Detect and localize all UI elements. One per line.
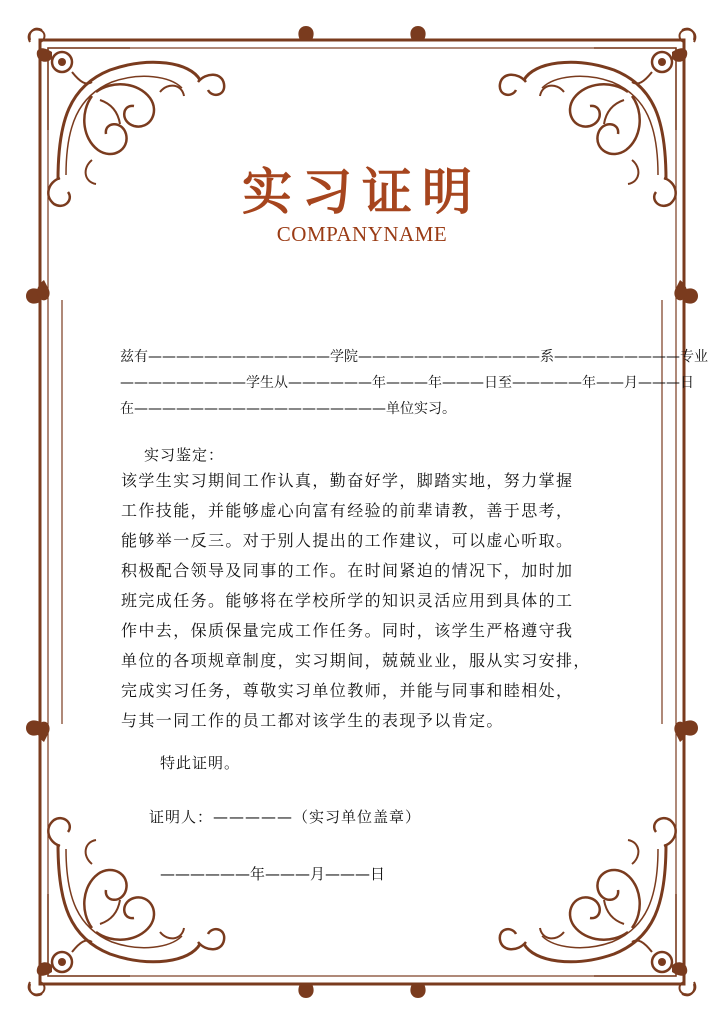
company-name: COMPANYNAME [276, 222, 448, 246]
evaluation-line: 单位的各项规章制度，实习期间，兢兢业业，服从实习安排， [121, 651, 591, 670]
evaluation-line: 工作技能，并能够虚心向富有经验的前辈请教，善于思考， [121, 501, 574, 520]
fill-in-line-dates: —————————学生从——————年———年———日至—————年——月———日 [120, 375, 694, 391]
date-line: ——————年———月———日 [160, 865, 386, 883]
certifier-line: 证明人：—————（实习单位盖章） [149, 808, 422, 826]
evaluation-line: 完成实习任务，尊敬实习单位教师，并能与同事和睦相处， [121, 681, 574, 700]
evaluation-paragraph [121, 466, 621, 736]
evaluation-line: 班完成任务。能够将在学校所学的知识灵活应用到具体的工 [121, 591, 574, 610]
evaluation-line: 作中去，保质保量完成工作任务。同时，该学生严格遵守我 [121, 621, 574, 640]
fill-in-line-school: 兹有—————————————学院—————————————系—————————专业 [120, 349, 708, 365]
evaluation-line: 该学生实习期间工作认真，勤奋好学，脚踏实地，努力掌握 [121, 471, 574, 490]
fill-in-line-unit: 在——————————————————单位实习。 [120, 401, 456, 417]
page-title: 实习证明 [242, 162, 482, 221]
evaluation-line: 积极配合领导及同事的工作。在时间紧迫的情况下，加时加 [121, 561, 574, 580]
closing-statement: 特此证明。 [160, 754, 241, 772]
evaluation-line: 与其一同工作的员工都对该学生的表现予以肯定。 [121, 711, 504, 730]
evaluation-line: 能够举一反三。对于别人提出的工作建议，可以虚心听取。 [121, 531, 574, 550]
evaluation-heading: 实习鉴定： [144, 446, 225, 464]
